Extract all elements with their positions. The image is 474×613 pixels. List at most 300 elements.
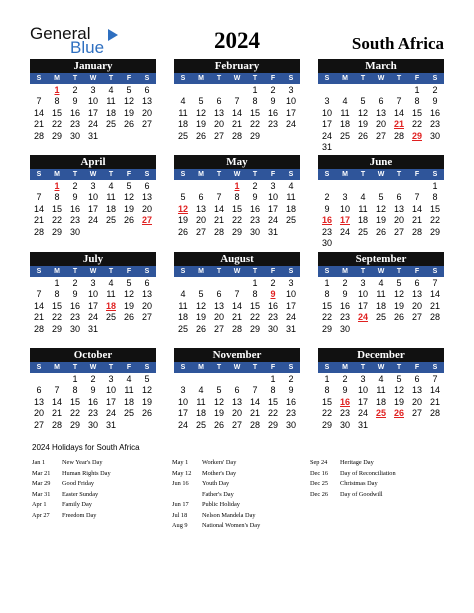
day: 30 (69, 130, 80, 141)
day: 24 (267, 215, 278, 226)
day: 10 (177, 396, 188, 407)
day: 13 (195, 203, 206, 214)
day: 1 (324, 374, 330, 384)
day: 2 (342, 278, 348, 288)
day: 2 (72, 85, 78, 95)
day: 24 (87, 119, 98, 130)
weekday-header (318, 169, 444, 180)
day: 19 (393, 300, 404, 311)
weekday-label: T (72, 171, 78, 178)
day: 19 (195, 119, 206, 130)
weekday-label: T (108, 364, 114, 371)
day-grid (30, 85, 156, 142)
holiday-name: Public Holiday (202, 501, 240, 508)
day: 13 (141, 96, 152, 107)
day: 18 (195, 408, 206, 419)
holiday-item (172, 458, 260, 469)
holiday-date: Apr 27 (32, 511, 50, 519)
weekday-label: M (54, 75, 60, 82)
weekday-label: W (377, 268, 385, 275)
day: 24 (357, 408, 368, 419)
holiday-item (172, 511, 260, 522)
day: 7 (36, 289, 42, 300)
day: 18 (177, 119, 188, 130)
empty-day (228, 278, 246, 289)
day: 28 (33, 323, 44, 334)
day: 11 (340, 107, 350, 118)
day: 27 (213, 130, 224, 141)
day: 28 (411, 226, 422, 237)
day: 27 (213, 323, 224, 334)
day: 29 (249, 323, 260, 334)
holiday-column (172, 458, 260, 532)
weekday-label: F (270, 364, 276, 371)
day: 14 (33, 300, 44, 311)
holiday-date: Jan 1 (32, 459, 46, 466)
empty-day (372, 181, 390, 192)
day: 12 (123, 289, 134, 300)
day: 29 (321, 419, 332, 430)
day: 13 (141, 289, 152, 300)
weekday-label: S (432, 364, 438, 371)
day: 18 (375, 300, 386, 311)
empty-day (336, 85, 354, 96)
weekday-label: S (144, 268, 150, 275)
day: 30 (69, 226, 80, 237)
day: 22 (69, 408, 80, 419)
day: 20 (141, 300, 152, 311)
holiday-date: Mar 21 (32, 469, 51, 477)
day: 25 (105, 215, 116, 226)
day: 13 (411, 385, 422, 396)
weekday-header (174, 169, 300, 180)
month-june (318, 155, 444, 249)
month-march (318, 59, 444, 153)
day: 24 (321, 130, 332, 141)
day: 10 (87, 289, 98, 300)
day: 27 (411, 312, 422, 323)
weekday-label: S (432, 171, 438, 178)
weekday-label: T (216, 364, 222, 371)
day: 14 (249, 396, 260, 407)
holiday-date: Mar 31 (32, 490, 51, 498)
day: 5 (198, 289, 204, 300)
weekday-label: M (342, 75, 348, 82)
weekday-header (318, 362, 444, 373)
day: 11 (286, 192, 296, 203)
holiday-name: National Women's Day (202, 522, 261, 529)
day: 9 (72, 192, 78, 203)
day: 13 (213, 107, 224, 118)
weekday-label: T (396, 268, 402, 275)
holiday-day: 16 (339, 396, 350, 407)
day: 8 (252, 289, 258, 300)
empty-day (30, 85, 48, 96)
day: 26 (123, 215, 134, 226)
day: 7 (432, 374, 438, 384)
day: 29 (69, 419, 80, 430)
weekday-label: F (270, 75, 276, 82)
day: 21 (33, 119, 44, 130)
day: 5 (144, 374, 150, 384)
day: 6 (144, 278, 150, 288)
month-title: March (318, 59, 444, 73)
holiday-date: Dec 16 (310, 469, 329, 477)
weekday-label: T (360, 171, 366, 178)
empty-day (318, 181, 336, 192)
month-january (30, 59, 156, 142)
day: 2 (288, 374, 294, 384)
weekday-label: M (54, 268, 60, 275)
month-september (318, 252, 444, 335)
empty-day (192, 278, 210, 289)
day: 24 (87, 215, 98, 226)
weekday-label: S (36, 268, 42, 275)
day: 17 (357, 300, 368, 311)
day: 14 (429, 385, 440, 396)
holiday-day: 1 (54, 181, 60, 191)
holiday-name: Good Friday (62, 480, 95, 487)
month-title: August (174, 252, 300, 266)
day: 23 (429, 119, 440, 130)
day: 5 (126, 85, 132, 95)
day: 17 (321, 119, 332, 130)
day: 7 (36, 96, 42, 107)
day: 4 (288, 181, 294, 191)
month-title: January (30, 59, 156, 73)
day: 7 (432, 278, 438, 288)
day: 26 (177, 226, 188, 237)
day: 27 (411, 408, 422, 419)
day: 19 (375, 215, 386, 226)
day: 8 (270, 385, 276, 396)
weekday-label: S (36, 364, 42, 371)
day: 7 (54, 385, 60, 396)
weekday-label: M (198, 364, 204, 371)
weekday-label: S (432, 268, 438, 275)
day: 15 (249, 107, 260, 118)
day: 25 (285, 215, 296, 226)
weekday-label: T (252, 364, 258, 371)
day: 20 (141, 203, 152, 214)
day: 14 (393, 107, 404, 118)
day: 22 (51, 119, 62, 130)
day: 11 (178, 107, 188, 118)
weekday-label: S (144, 364, 150, 371)
weekday-label: S (288, 268, 294, 275)
holiday-day: 1 (234, 181, 240, 191)
weekday-label: S (432, 75, 438, 82)
day: 3 (360, 278, 366, 288)
weekday-label: T (108, 75, 114, 82)
day: 6 (144, 181, 150, 191)
day: 26 (357, 130, 368, 141)
holiday-item (172, 521, 260, 532)
weekday-label: T (396, 75, 402, 82)
day: 18 (357, 215, 368, 226)
holiday-name: Freedom Day (62, 511, 97, 519)
weekday-label: M (342, 364, 348, 371)
day: 19 (123, 300, 134, 311)
day: 11 (106, 289, 116, 300)
day: 14 (231, 300, 242, 311)
weekday-header (174, 362, 300, 373)
day: 27 (141, 312, 152, 323)
day: 18 (105, 203, 116, 214)
day: 17 (177, 408, 188, 419)
holiday-name: Heritage Day (340, 459, 374, 466)
day: 26 (123, 119, 134, 130)
day: 25 (339, 130, 350, 141)
day: 26 (213, 419, 224, 430)
day-grid (318, 278, 444, 335)
weekday-label: S (288, 364, 294, 371)
day: 15 (411, 107, 422, 118)
day: 9 (252, 192, 258, 203)
empty-day (390, 181, 408, 192)
day: 11 (358, 203, 368, 214)
weekday-label: F (126, 171, 132, 178)
day: 24 (285, 312, 296, 323)
holiday-name: Easter Sunday (62, 490, 99, 498)
empty-day (174, 278, 192, 289)
month-title: February (174, 59, 300, 73)
day: 5 (126, 181, 132, 191)
day-grid (174, 181, 300, 238)
empty-day (30, 374, 48, 385)
weekday-label: S (180, 364, 186, 371)
weekday-label: W (233, 364, 241, 371)
day: 20 (411, 300, 422, 311)
month-title: December (318, 348, 444, 362)
day: 11 (124, 385, 134, 396)
day: 9 (72, 289, 78, 300)
empty-day (336, 181, 354, 192)
empty-day (210, 85, 228, 96)
holiday-item (32, 479, 111, 490)
day: 23 (69, 215, 80, 226)
day: 23 (285, 408, 296, 419)
day: 6 (216, 289, 222, 300)
day: 19 (195, 312, 206, 323)
day: 27 (33, 419, 44, 430)
day: 10 (87, 192, 98, 203)
day: 8 (54, 289, 60, 300)
day: 26 (141, 408, 152, 419)
holiday-item (32, 469, 111, 480)
day: 17 (87, 203, 98, 214)
holiday-item (172, 500, 260, 511)
day: 6 (234, 385, 240, 396)
holiday-day: 12 (177, 203, 188, 214)
holiday-item (310, 469, 396, 480)
day: 1 (54, 278, 60, 288)
day: 23 (321, 226, 332, 237)
empty-day (210, 374, 228, 385)
day-grid (318, 374, 444, 431)
day: 25 (357, 226, 368, 237)
weekday-label: T (252, 268, 258, 275)
day: 29 (51, 323, 62, 334)
weekday-label: S (288, 75, 294, 82)
day: 17 (357, 396, 368, 407)
day: 30 (321, 237, 332, 248)
day: 6 (216, 96, 222, 107)
day: 15 (321, 300, 332, 311)
day: 3 (288, 278, 294, 288)
weekday-label: T (216, 75, 222, 82)
weekday-label: M (198, 268, 204, 275)
empty-day (246, 374, 264, 385)
weekday-label: F (126, 75, 132, 82)
day: 29 (267, 419, 278, 430)
weekday-label: T (108, 171, 114, 178)
day: 28 (393, 130, 404, 141)
day: 10 (321, 107, 332, 118)
day: 12 (357, 107, 368, 118)
day: 24 (285, 119, 296, 130)
day: 12 (195, 300, 206, 311)
empty-day (228, 374, 246, 385)
country-title: South Africa (351, 34, 444, 53)
holiday-day: 18 (105, 300, 116, 311)
day: 26 (393, 312, 404, 323)
holiday-item (32, 500, 111, 511)
day-grid (174, 85, 300, 142)
holiday-item (172, 490, 260, 501)
day: 10 (285, 96, 296, 107)
holiday-name: Mother's Day (202, 469, 237, 477)
day: 12 (393, 385, 404, 396)
day: 9 (270, 96, 276, 107)
weekday-label: T (396, 364, 402, 371)
holiday-day: 29 (411, 130, 422, 141)
weekday-label: T (360, 268, 366, 275)
day: 28 (51, 419, 62, 430)
day: 23 (249, 215, 260, 226)
holiday-day: 17 (339, 215, 350, 226)
empty-day (210, 181, 228, 192)
day: 21 (51, 408, 62, 419)
day: 21 (33, 215, 44, 226)
month-title: July (30, 252, 156, 266)
day: 3 (180, 385, 186, 396)
day: 27 (393, 226, 404, 237)
holiday-item (310, 458, 396, 469)
weekday-label: T (72, 268, 78, 275)
weekday-label: S (180, 75, 186, 82)
day: 29 (249, 130, 260, 141)
day: 1 (252, 85, 258, 95)
day: 20 (411, 396, 422, 407)
day: 8 (72, 385, 78, 396)
holiday-name: Nelson Mandela Day (202, 511, 256, 519)
day: 19 (123, 107, 134, 118)
day: 4 (108, 85, 114, 95)
day: 20 (141, 107, 152, 118)
weekday-label: S (324, 268, 330, 275)
holiday-date: Jul 18 (172, 511, 188, 519)
day: 10 (357, 385, 368, 396)
day: 22 (267, 408, 278, 419)
empty-day (192, 85, 210, 96)
holiday-item (32, 490, 111, 501)
day: 29 (231, 226, 242, 237)
day: 21 (411, 215, 422, 226)
holiday-day: 1 (54, 85, 60, 95)
weekday-label: F (414, 171, 420, 178)
day: 1 (270, 374, 276, 384)
day: 15 (249, 300, 260, 311)
weekday-header (30, 169, 156, 180)
day: 30 (285, 419, 296, 430)
day: 3 (108, 374, 114, 384)
weekday-label: S (288, 171, 294, 178)
day: 24 (105, 408, 116, 419)
day: 4 (108, 278, 114, 288)
day: 8 (324, 289, 330, 300)
day: 14 (213, 203, 224, 214)
empty-day (372, 85, 390, 96)
day: 7 (36, 192, 42, 203)
weekday-header (318, 266, 444, 277)
day: 12 (123, 96, 134, 107)
weekday-label: S (324, 171, 330, 178)
holiday-name: Day of Reconciliation (340, 469, 396, 477)
weekday-label: F (414, 268, 420, 275)
day: 1 (252, 278, 258, 288)
day: 13 (375, 107, 386, 118)
day: 16 (267, 300, 278, 311)
day: 18 (123, 396, 134, 407)
day: 26 (195, 130, 206, 141)
day: 9 (288, 385, 294, 396)
weekday-label: W (89, 171, 97, 178)
day: 9 (72, 96, 78, 107)
day: 2 (90, 374, 96, 384)
day: 27 (141, 119, 152, 130)
day: 10 (339, 203, 350, 214)
day: 7 (396, 96, 402, 107)
day: 30 (267, 323, 278, 334)
day: 18 (105, 107, 116, 118)
day: 12 (213, 396, 224, 407)
day: 5 (198, 96, 204, 107)
day: 22 (249, 312, 260, 323)
weekday-label: W (377, 75, 385, 82)
holiday-day: 16 (321, 215, 332, 226)
day: 15 (429, 203, 440, 214)
holiday-name: Day of Goodwill (340, 490, 383, 498)
weekday-label: S (324, 75, 330, 82)
day: 17 (285, 107, 296, 118)
weekday-label: T (72, 364, 78, 371)
day: 28 (249, 419, 260, 430)
day: 3 (90, 278, 96, 288)
weekday-label: W (89, 75, 97, 82)
day: 15 (231, 203, 242, 214)
day: 5 (216, 385, 222, 396)
weekday-header (30, 362, 156, 373)
day: 4 (180, 96, 186, 107)
weekday-label: M (54, 364, 60, 371)
day: 25 (123, 408, 134, 419)
day: 4 (378, 278, 384, 288)
day: 25 (105, 119, 116, 130)
day: 3 (90, 181, 96, 191)
day: 22 (51, 312, 62, 323)
day: 23 (69, 312, 80, 323)
